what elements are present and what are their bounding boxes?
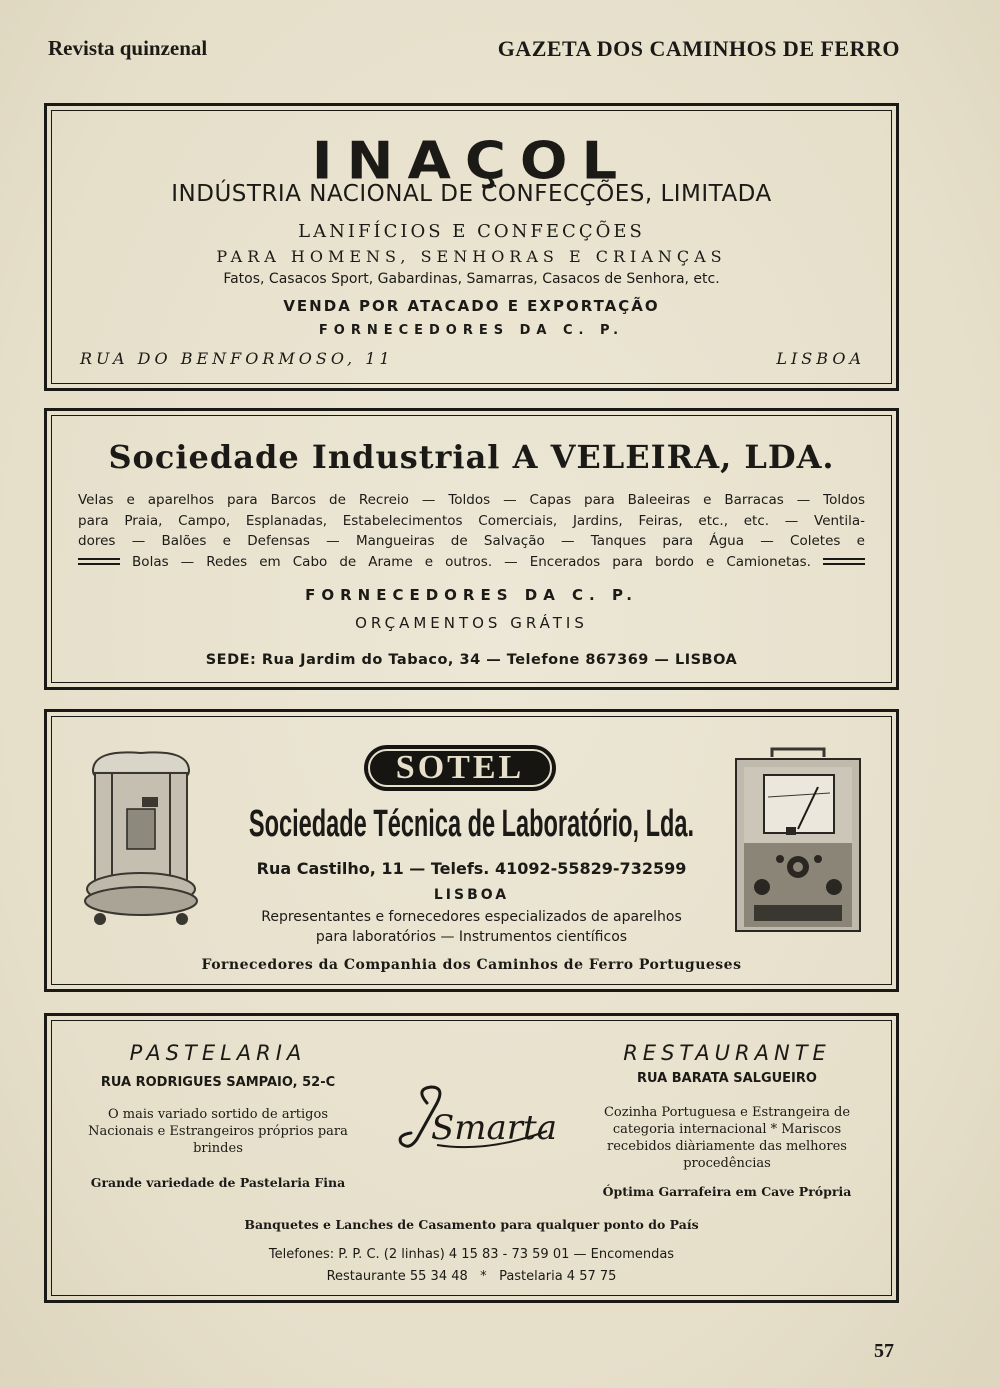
pastelaria-address: RUA RODRIGUES SAMPAIO, 52-C xyxy=(100,1075,336,1090)
ad-veleira xyxy=(44,408,899,690)
ad-inner-border xyxy=(51,716,892,985)
inacol-city: LISBOA xyxy=(776,349,865,368)
veleira-budgets: ORÇAMENTOS GRÁTIS xyxy=(355,614,588,632)
ad-smarta xyxy=(44,1013,899,1303)
sotel-address: Rua Castilho, 11 — Telefs. 41092-55829-732599 xyxy=(256,859,687,878)
smarta-telephones-1: Telefones: P. P. C. (2 linhas) 4 15 83 - 73 59 01 — Encomendas xyxy=(268,1247,675,1262)
double-rule-left xyxy=(78,558,120,565)
restaurante-text-2: categoria internacional * Mariscos xyxy=(612,1122,842,1137)
smarta-logo-text: Smarta xyxy=(431,1108,557,1148)
inacol-company: INDÚSTRIA NACIONAL DE CONFECÇÕES, LIMITADA xyxy=(171,181,772,207)
pastelaria-text-3: brindes xyxy=(193,1141,243,1156)
ad-inacol xyxy=(44,103,899,391)
veleira-suppliers: FORNECEDORES DA C. P. xyxy=(305,586,638,604)
smarta-banquets: Banquetes e Lanches de Casamento para qualquer ponto do País xyxy=(244,1217,699,1232)
inacol-line2: PARA HOMENS, SENHORAS E CRIANÇAS xyxy=(216,247,727,266)
sotel-badge-text: SOTEL xyxy=(395,749,525,786)
smarta-telephones-2: Restaurante 55 34 48 * Pastelaria 4 57 75 xyxy=(326,1269,617,1284)
pastelaria-bold: Grande variedade de Pastelaria Fina xyxy=(90,1175,346,1190)
restaurante-bold: Óptima Garrafeira em Cave Própria xyxy=(602,1184,852,1199)
inacol-line3: Fatos, Casacos Sport, Gabardinas, Samarras, Casacos de Senhora, etc. xyxy=(223,271,720,287)
restaurante-address: RUA BARATA SALGUEIRO xyxy=(637,1071,817,1086)
inacol-line1: LANIFÍCIOS E CONFECÇÕES xyxy=(298,221,645,242)
ad-inner-border xyxy=(51,110,892,384)
restaurante-text-3: recebidos diàriamente das melhores xyxy=(607,1139,847,1154)
meter-instrument-image xyxy=(732,747,864,937)
header-right: GAZETA DOS CAMINHOS DE FERRO xyxy=(497,36,900,61)
inacol-logo: INAÇOL xyxy=(311,131,632,192)
veleira-line-4-wrap xyxy=(78,552,865,573)
sotel-name: Sociedade Técnica de Laboratório, Lda. xyxy=(248,803,695,845)
inacol-address: RUA DO BENFORMOSO, 11 xyxy=(80,349,394,368)
sotel-city: LISBOA xyxy=(433,887,510,903)
header-left: Revista quinzenal xyxy=(48,36,208,60)
veleira-line-2: para Praia, Campo, Esplanadas, Estabelecimentos Comerciais, Jardins, Feiras, etc., etc. — Ventila- xyxy=(78,512,865,529)
sotel-desc-2: para laboratórios — Instrumentos científicos xyxy=(315,929,628,945)
veleira-body xyxy=(78,490,865,572)
ad-sotel xyxy=(44,709,899,992)
restaurante-heading: RESTAURANTE xyxy=(623,1041,831,1065)
veleira-line-3: dores — Balões e Defensas — Mangueiras de Salvação — Tanques para Água — Coletes e xyxy=(78,533,865,549)
sotel-suppliers: Fornecedores da Companhia dos Caminhos de Ferro Portugueses xyxy=(201,957,742,973)
veleira-title: Sociedade Industrial A VELEIRA, LDA. xyxy=(108,438,835,476)
ad-inner-border xyxy=(51,415,892,683)
smarta-logo xyxy=(397,1081,557,1161)
restaurante-text-4: procedências xyxy=(683,1156,771,1171)
inacol-line5: FORNECEDORES DA C. P. xyxy=(318,323,625,338)
pastelaria-text-2: Nacionais e Estrangeiros próprios para xyxy=(88,1124,348,1139)
veleira-line-4: Bolas — Redes em Cabo de Arame e outros. — Encerados para bordo e Camionetas. xyxy=(132,553,811,570)
page-number: 57 xyxy=(874,1340,894,1362)
restaurante-column xyxy=(577,1041,877,1199)
double-rule-right xyxy=(823,558,865,565)
pastelaria-column xyxy=(68,1041,368,1190)
pastelaria-text-1: O mais variado sortido de artigos xyxy=(107,1107,329,1122)
pastelaria-heading: PASTELARIA xyxy=(129,1041,307,1065)
restaurante-text-1: Cozinha Portuguesa e Estrangeira de xyxy=(603,1105,851,1120)
sotel-badge xyxy=(364,745,556,791)
veleira-sede: SEDE: Rua Jardim do Tabaco, 34 — Telefone 867369 — LISBOA xyxy=(205,652,738,668)
inacol-line4: VENDA POR ATACADO E EXPORTAÇÃO xyxy=(283,297,660,315)
ad-inner-border xyxy=(51,1020,892,1296)
sotel-desc-1: Representantes e fornecedores especializados de aparelhos xyxy=(261,909,682,925)
veleira-line-1: Velas e aparelhos para Barcos de Recreio — Toldos — Capas para Baleeiras e Barracas — Toldos xyxy=(78,492,865,508)
